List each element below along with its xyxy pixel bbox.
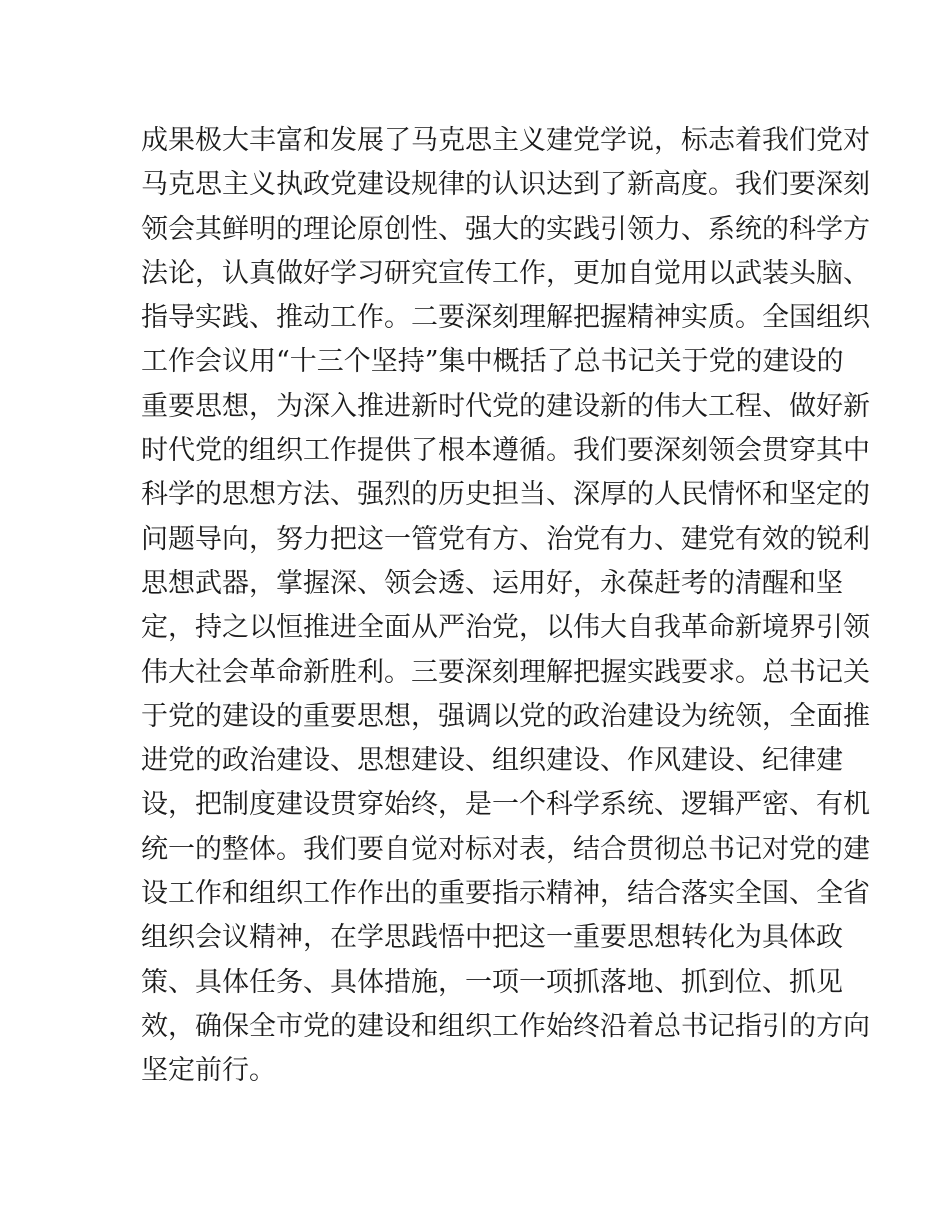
text-line: 统一的整体。我们要自觉对标对表，结合贯彻总书记对党的建 (141, 833, 870, 865)
text-line: 成果极大丰富和发展了马克思主义建党学说，标志着我们党对 (141, 125, 870, 156)
text-line: 设工作和组织工作作出的重要指示精神，结合落实全国、全省 (141, 878, 870, 910)
text-line: 时代党的组织工作提供了根本遵循。我们要深刻领会贯穿其中 (141, 435, 870, 467)
text-line: 工作会议用“十三个坚持”集中概括了总书记关于党的建设的 (141, 346, 844, 378)
text-line: 坚定前行。 (141, 1055, 276, 1087)
text-line: 问题导向，努力把这一管党有方、治党有力、建党有效的锐利 (141, 523, 870, 555)
text-line: 组织会议精神，在学思践悟中把这一重要思想转化为具体政 (141, 922, 843, 954)
text-line: 于党的建设的重要思想，强调以党的政治建设为统领，全面推 (141, 700, 870, 732)
text-line: 科学的思想方法、强烈的历史担当、深厚的人民情怀和坚定的 (141, 479, 870, 511)
text-line: 伟大社会革命新胜利。三要深刻理解把握实践要求。总书记关 (141, 656, 870, 688)
text-line: 法论，认真做好学习研究宣传工作，更加自觉用以武装头脑、 (141, 257, 870, 289)
text-line: 思想武器，掌握深、领会透、运用好，永葆赶考的清醒和坚 (141, 567, 843, 599)
text-line: 指导实践、推动工作。二要深刻理解把握精神实质。全国组织 (141, 302, 870, 334)
body-paragraph (141, 119, 870, 1094)
text-line: 设，把制度建设贯穿始终，是一个科学系统、逻辑严密、有机 (141, 789, 870, 821)
text-line: 重要思想，为深入推进新时代党的建设新的伟大工程、做好新 (141, 390, 870, 422)
text-line: 马克思主义执政党建设规律的认识达到了新高度。我们要深刻 (141, 169, 870, 201)
text-line: 定，持之以恒推进全面从严治党，以伟大自我革命新境界引领 (141, 612, 870, 644)
text-line: 效，确保全市党的建设和组织工作始终沿着总书记指引的方向 (141, 1010, 870, 1042)
text-line: 进党的政治建设、思想建设、组织建设、作风建设、纪律建 (141, 745, 843, 777)
text-line: 策、具体任务、具体措施，一项一项抓落地、抓到位、抓见 (141, 966, 843, 998)
text-line: 领会其鲜明的理论原创性、强大的实践引领力、系统的科学方 (141, 213, 870, 245)
